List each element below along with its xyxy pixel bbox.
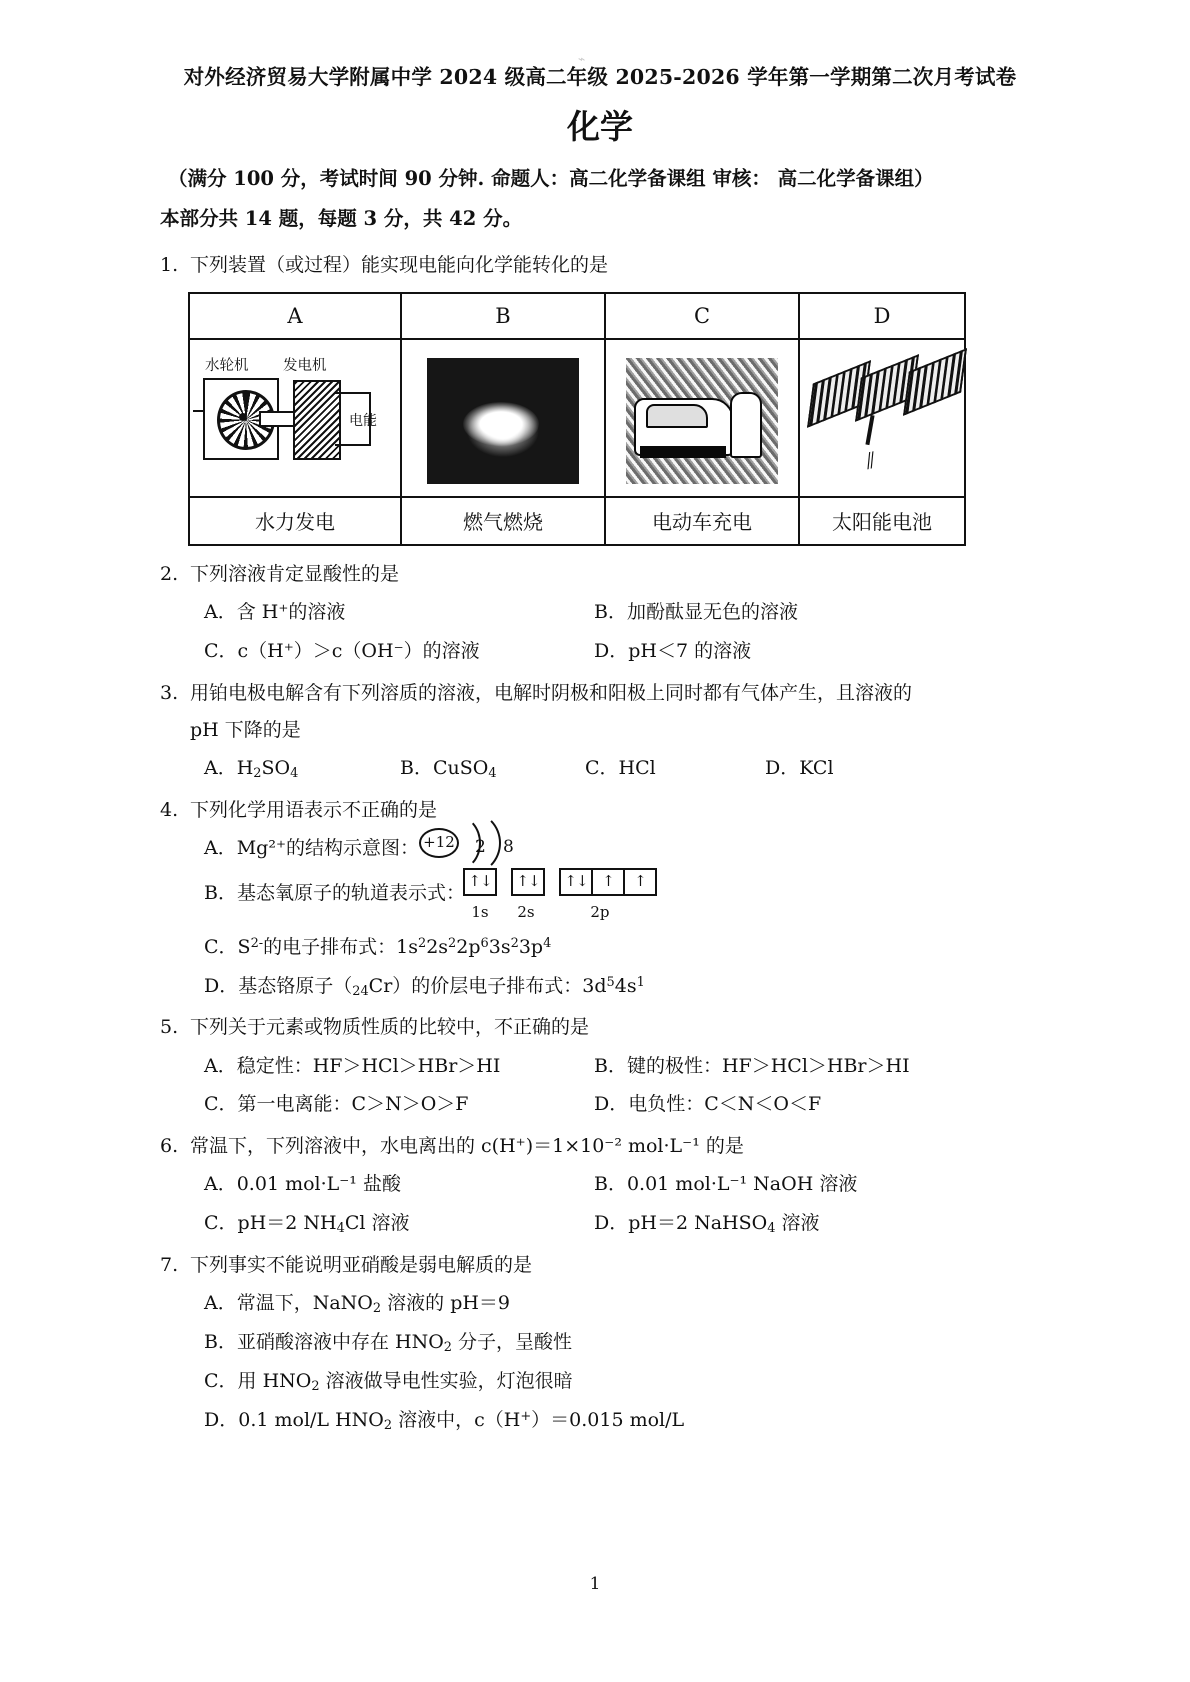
table-header-d: D: [799, 293, 965, 339]
question-7-number: 7.: [160, 1254, 179, 1277]
shell-electron-count-1: 2: [474, 836, 486, 857]
orbital-cell: ↑: [623, 868, 657, 896]
option-row-c: [204, 928, 1040, 967]
question-3-option-b[interactable]: B．CuSO$_4$: [400, 756, 497, 782]
orbital-label-2s: 2s: [517, 902, 535, 921]
question-7-option-a[interactable]: A．常温下，NaNO$_2$ 溶液的 pH＝9: [204, 1292, 511, 1317]
car-shadow-icon: [640, 446, 726, 458]
question-2-options: [160, 593, 1040, 671]
table-label-c: 电动车充电: [605, 497, 799, 545]
table-label-d: 太阳能电池: [799, 497, 965, 545]
option-row-d: [204, 967, 1040, 1006]
question-6-option-d[interactable]: D．pH＝2 NaHSO$_4$ 溶液: [594, 1212, 820, 1237]
question-2-option-a[interactable]: A．含 H⁺的溶液: [204, 600, 346, 623]
cell-solar-photo: [799, 339, 965, 497]
question-7-option-b[interactable]: B．亚硝酸溶液中存在 $HNO_2$ 分子，呈酸性: [204, 1331, 573, 1356]
orbital-box-row: [465, 868, 657, 896]
page-number: 1: [589, 1574, 601, 1594]
question-6-option-a[interactable]: A．0.01 mol·L⁻¹ 盐酸: [204, 1173, 401, 1196]
option-row: [204, 632, 1040, 671]
question-3-stem-line2: pH 下降的是: [190, 718, 301, 741]
electron-shell-arc-2: [439, 811, 501, 875]
question-4-option-a-prefix[interactable]: A．Mg²⁺的结构示意图：: [204, 836, 419, 859]
shell-electron-count-2: 8: [502, 836, 514, 857]
subject-title: 化学: [567, 106, 633, 146]
question-1: [160, 247, 1040, 284]
orbital-cell: ↑↓: [463, 868, 497, 896]
page-content: [160, 62, 1040, 1444]
orbital-group-2s: [513, 868, 545, 896]
generator-icon: [293, 380, 341, 460]
question-1-stem: 下列装置（或过程）能实现电能向化学能转化的是: [190, 253, 609, 276]
table-label-a: 水力发电: [189, 497, 401, 545]
question-3-stem-row: [160, 675, 1040, 712]
question-7-stem-row: [160, 1247, 1040, 1284]
question-6-number: 6.: [160, 1135, 179, 1158]
question-5-stem: 下列关于元素或物质性质的比较中，不正确的是: [190, 1016, 590, 1039]
question-3-options: [160, 749, 1040, 788]
question-6-stem: 常温下，下列溶液中，水电离出的 c(H⁺)＝1×10⁻² mol·L⁻¹ 的是: [190, 1135, 744, 1158]
electric-energy-label: 电能: [349, 412, 377, 429]
orbital-label-row: [465, 897, 657, 928]
solar-mark-icon: ⫽: [863, 448, 879, 475]
question-5-option-b[interactable]: B．键的极性：HF＞HCl＞HBr＞HI: [594, 1054, 910, 1077]
question-5-option-d[interactable]: D．电负性：C＜N＜O＜F: [594, 1093, 822, 1116]
table-label-row: [189, 497, 965, 545]
question-3-option-d[interactable]: D．KCl: [765, 756, 834, 779]
option-row: [204, 593, 1040, 632]
question-2-number: 2.: [160, 562, 179, 585]
question-3: [160, 675, 1040, 788]
question-1-stem-row: [160, 247, 1040, 284]
ev-charging-photo: [626, 358, 778, 484]
question-7-stem: 下列事实不能说明亚硝酸是弱电解质的是: [190, 1254, 533, 1277]
question-6-options: [160, 1165, 1040, 1243]
solar-panel-photo: [806, 357, 958, 483]
option-row-b: [204, 868, 1040, 928]
exam-title: 对外经济贸易大学附属中学 2024 级高二年级 2025-2026 学年第一学期第二次月考试卷: [183, 65, 1017, 89]
table-header-row: [189, 293, 965, 339]
nucleus-charge-label: +12: [419, 828, 459, 858]
question-2-option-b[interactable]: B．加酚酞显无色的溶液: [594, 600, 798, 623]
orbital-label-1s: 1s: [471, 902, 489, 921]
orbital-cell: ↑↓: [559, 868, 593, 896]
wire-top-icon: [335, 392, 371, 394]
question-3-option-c[interactable]: C．HCl: [585, 756, 656, 779]
cell-hydro-diagram: [189, 339, 401, 497]
question-5-option-a[interactable]: A．稳定性：HF＞HCl＞HBr＞HI: [204, 1054, 501, 1077]
question-1-table: [188, 292, 966, 546]
question-4-options: [160, 829, 1040, 1006]
question-7-option-c[interactable]: C．用 $HNO_2$ 溶液做导电性实验，灯泡很暗: [204, 1370, 573, 1395]
question-6-stem-row: [160, 1128, 1040, 1165]
option-row: [204, 1085, 1040, 1124]
question-7-options: [160, 1284, 1040, 1440]
question-2-stem-row: [160, 556, 1040, 593]
question-4-option-c[interactable]: C．$S^{2-}$的电子排布式：$1s^22s^22p^63s^23p^4$: [204, 935, 552, 958]
oxygen-orbital-diagram: [465, 868, 657, 928]
question-3-stem: 用铂电极电解含有下列溶质的溶液，电解时阴极和阳极上同时都有气体产生，且溶液的: [190, 681, 913, 704]
turbine-hub-icon: [239, 413, 247, 421]
question-3-option-a[interactable]: A．$H_2SO_4$: [204, 756, 299, 782]
orbital-group-1s: [465, 868, 497, 896]
question-5-options: [160, 1047, 1040, 1125]
question-3-number: 3.: [160, 681, 179, 704]
option-row: [204, 1401, 1040, 1440]
orbital-cell: ↑: [591, 868, 625, 896]
cell-ev-photo: [605, 339, 799, 497]
table-header-a: A: [189, 293, 401, 339]
question-1-number: 1.: [160, 253, 179, 276]
question-6-option-b[interactable]: B．0.01 mol·L⁻¹ NaOH 溶液: [594, 1173, 858, 1196]
question-7-option-d[interactable]: D．0.1 mol/L $HNO_2$ 溶液中，c（H+）＝0.015 mol/L: [204, 1409, 685, 1434]
option-row: [204, 749, 1040, 788]
question-2: [160, 556, 1040, 671]
question-5: [160, 1009, 1040, 1124]
turbine-label: 水轮机: [205, 357, 249, 374]
wire-bottom-icon: [335, 444, 371, 446]
question-2-stem: 下列溶液肯定显酸性的是: [190, 562, 400, 585]
option-row: [204, 1165, 1040, 1204]
gas-flame-photo: [427, 358, 579, 484]
question-6: [160, 1128, 1040, 1243]
table-header-b: B: [401, 293, 605, 339]
orbital-cell: ↑↓: [511, 868, 545, 896]
question-4-option-d[interactable]: D．基态铬原子$(_{24}Cr)$的价层电子排布式：$3d^54s^1$: [204, 974, 645, 999]
hydro-power-diagram: [197, 348, 393, 488]
orbital-group-2p: [561, 868, 657, 896]
question-4-option-b-prefix[interactable]: B．基态氧原子的轨道表示式：: [204, 881, 465, 904]
question-6-option-c[interactable]: C．pH＝2 $NH_4Cl$ 溶液: [204, 1212, 410, 1237]
section-instruction: 本部分共 14 题，每题 3 分，共 42 分。: [160, 206, 523, 230]
scan-smudge: ⌁: [578, 52, 586, 66]
table-header-c: C: [605, 293, 799, 339]
generator-label: 发电机: [283, 357, 327, 374]
cell-flame-photo: [401, 339, 605, 497]
option-row: [204, 1323, 1040, 1362]
question-5-number: 5.: [160, 1016, 179, 1039]
mg-ion-structure-diagram: [419, 829, 537, 855]
question-2-option-d[interactable]: D．pH＜7 的溶液: [594, 639, 752, 662]
option-row: [204, 1204, 1040, 1243]
solar-stand-icon: [865, 415, 874, 445]
person-icon: [730, 392, 762, 458]
question-4-stem: 下列化学用语表示不正确的是: [190, 798, 438, 821]
option-row: [204, 1362, 1040, 1401]
table-label-b: 燃气燃烧: [401, 497, 605, 545]
question-2-option-c[interactable]: C．c（H⁺）＞c（OH⁻）的溶液: [204, 639, 480, 662]
question-4-number: 4.: [160, 798, 179, 821]
exam-meta-line: （满分 100 分，考试时间 90 分钟. 命题人：高二化学备课组 审核： 高二化学备课组）: [168, 167, 934, 191]
question-5-stem-row: [160, 1009, 1040, 1046]
option-row: [204, 1284, 1040, 1323]
table-image-row: [189, 339, 965, 497]
question-4: [160, 792, 1040, 1006]
question-4-stem-row: [160, 792, 1040, 829]
option-row-a: [204, 829, 1040, 868]
question-7: [160, 1247, 1040, 1440]
orbital-label-2p: 2p: [590, 902, 610, 921]
question-5-option-c[interactable]: C．第一电离能：C＞N＞O＞F: [204, 1093, 469, 1116]
option-row: [204, 1047, 1040, 1086]
